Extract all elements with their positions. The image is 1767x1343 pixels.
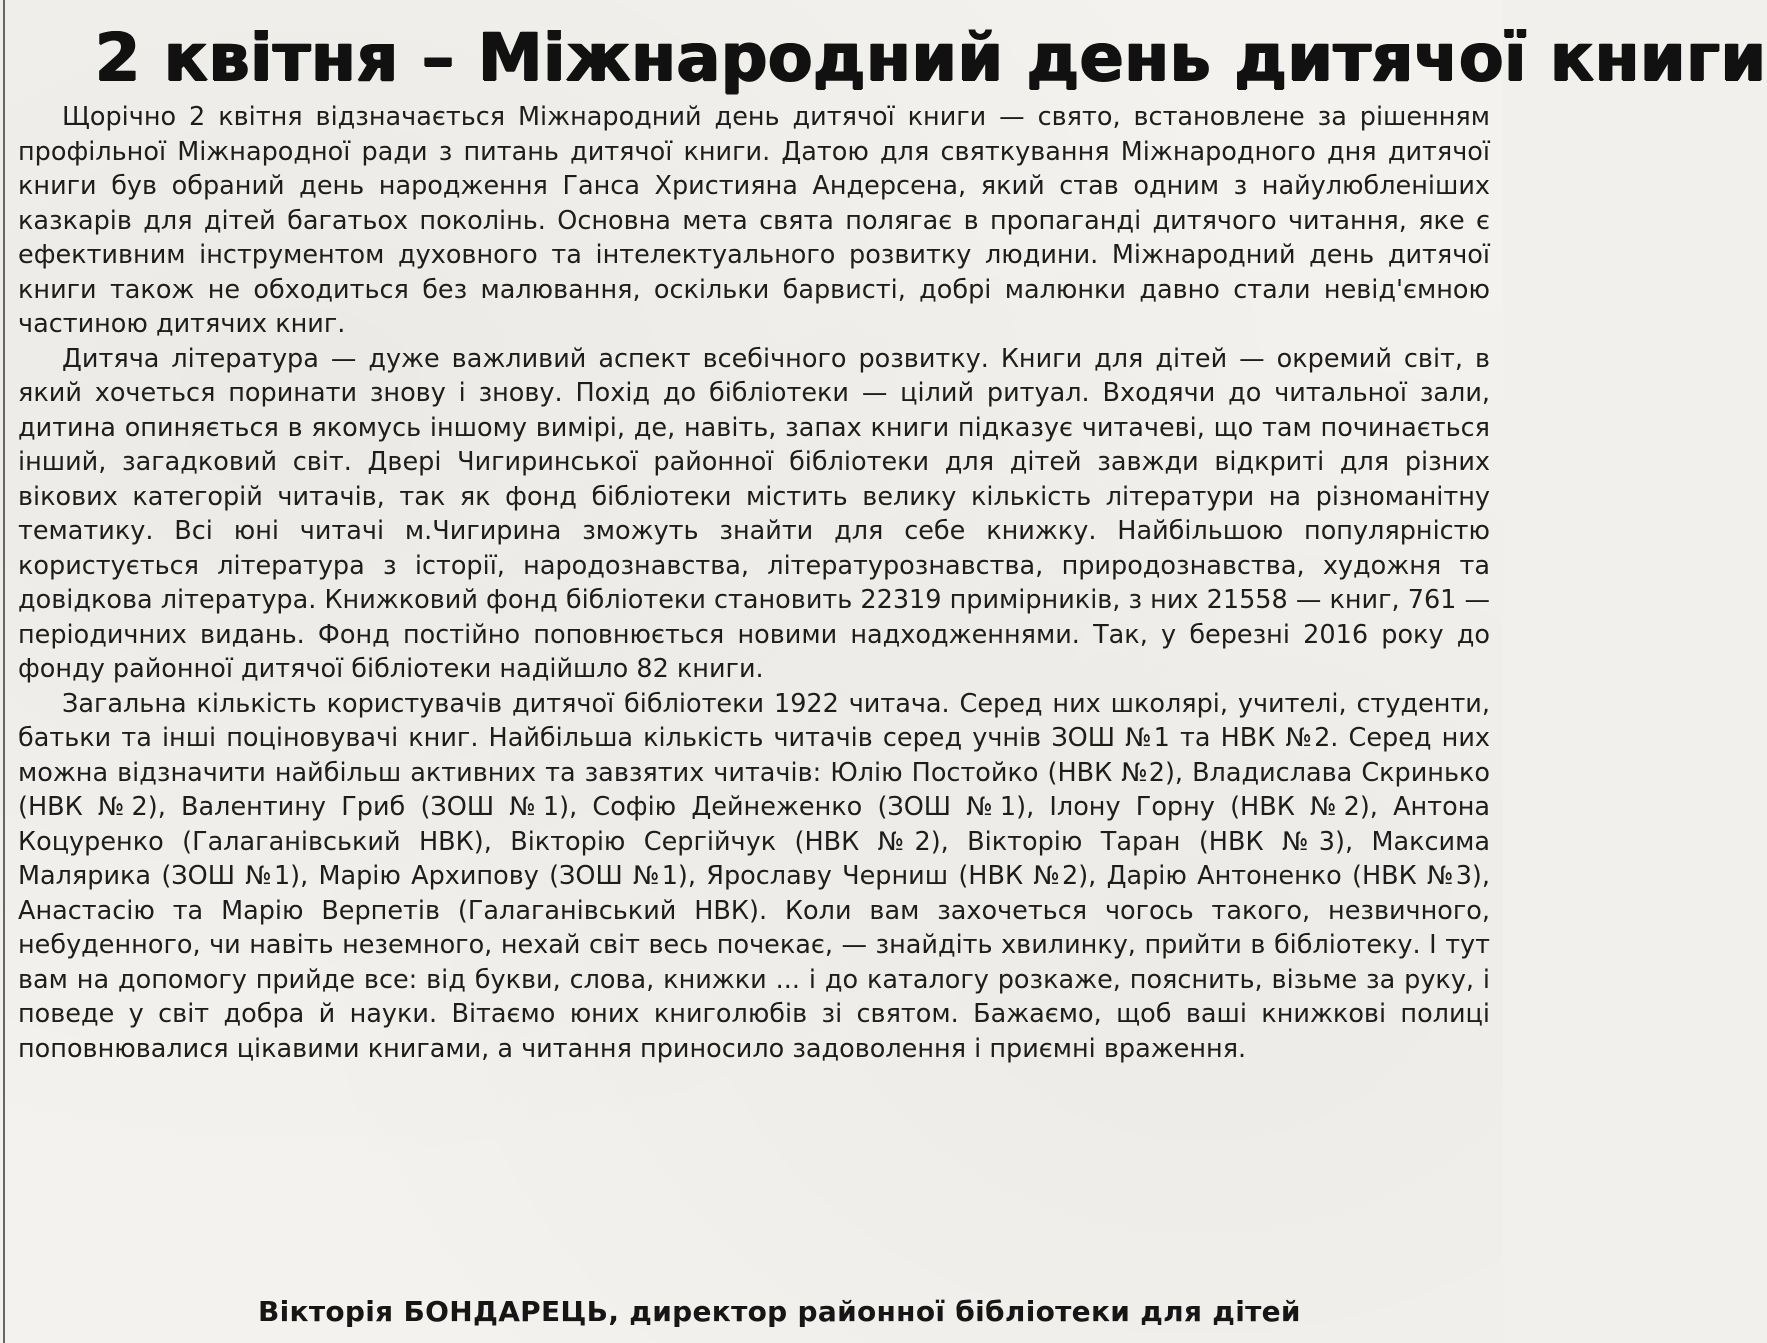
article-paragraph-1: Щорічно 2 квітня відзначається Міжнародний день дитячої книги — свято, встановлене за рішенням профільної Міжнародної ради з питань дитячої книги. Датою для святкування Міжнародного дня дитячої книги був обраний день народження Ганса Християна Андерсена, який став одним з найулюбленіших казкарів для дітей багатьох поколінь. Основна мета свята полягає в пропаганді дитячого читання, яке є ефективним інструментом духовного та інтелектуального розвитку людини. Міжнародний день дитячої книги також не обходиться без малювання, оскільки барвисті, добрі малюнки давно стали невід'ємною частиною дитячих книг. — [18, 102, 1490, 339]
left-border-rule — [3, 0, 5, 1343]
article-paragraph-3: Загальна кількість користувачів дитячої бібліотеки 1922 читача. Серед них школярі, учителі, студенти, батьки та інші поціновувачі книг. Найбільша кількість читачів серед учнів ЗОШ №1 та НВК №2. Серед них можна відзначити найбільш активних та завзятих читачів: Юлію Постойко (НВК №2), Владислава Скринько (НВК №2), Валентину Гриб (ЗОШ №1), Софію Дейнеженко (ЗОШ №1), Ілону Горну (НВК №2), Антона Коцуренко (Галаганівський НВК), Вікторію Сергійчук (НВК №2), Вікторію Таран (НВК №3), Максима Малярика (ЗОШ №1), Марію Архипову (ЗОШ №1), Ярославу Черниш (НВК №2), Дарію Антоненко (НВК №3), Анастасію та Марію Верпетів (Галаганівський НВК). Коли вам захочеться чогось такого, незвичного, небуденного, чи навіть неземного, нехай світ весь почекає, — знайдіть хвилинку, прийти в бібліотеку. І тут вам на допомогу прийде все: від букви, слова, книжки ... і до каталогу розкаже, пояснить, візьме за руку, і поведе у світ добра й науки. Вітаємо юних книголюбів зі святом. Бажаємо, щоб ваші книжкові полиці поповнювалися цікавими книгами, а читання приносило задоволення і приємні враження. — [18, 688, 1490, 1064]
article-body — [18, 100, 1490, 1066]
article-headline: 2 квітня – Міжнародний день дитячої книги — [95, 19, 1767, 96]
article-paragraph-2: Дитяча література — дуже важливий аспект всебічного розвитку. Книги для дітей — окремий світ, в який хочеться поринати знову і знову. Похід до бібліотеки — цілий ритуал. Входячи до читальної зали, дитина опиняється в якомусь іншому вимірі, де, навіть, запах книги підказує читачеві, що там починається інший, загадковий світ. Двері Чигиринської районної бібліотеки для дітей завжди відкриті для різних вікових категорій читачів, так як фонд бібліотеки містить велику кількість літератури на різноманітну тематику. Всі юні читачі м.Чигирина зможуть знайти для себе книжку. Найбільшою популярністю користується література з історії, народознавства, літературознавства, природознавства, художня та довідкова література. Книжковий фонд бібліотеки становить 22319 примірників, з них 21558 — книг, 761 — періодичних видань. Фонд постійно поповнюється новими надходженнями. Так, у березні 2016 року до фонду районної дитячої бібліотеки надійшло 82 книги. — [18, 343, 1490, 684]
author-signature: Вікторія БОНДАРЕЦЬ, директор районної бібліотеки для дітей — [258, 1295, 1301, 1328]
